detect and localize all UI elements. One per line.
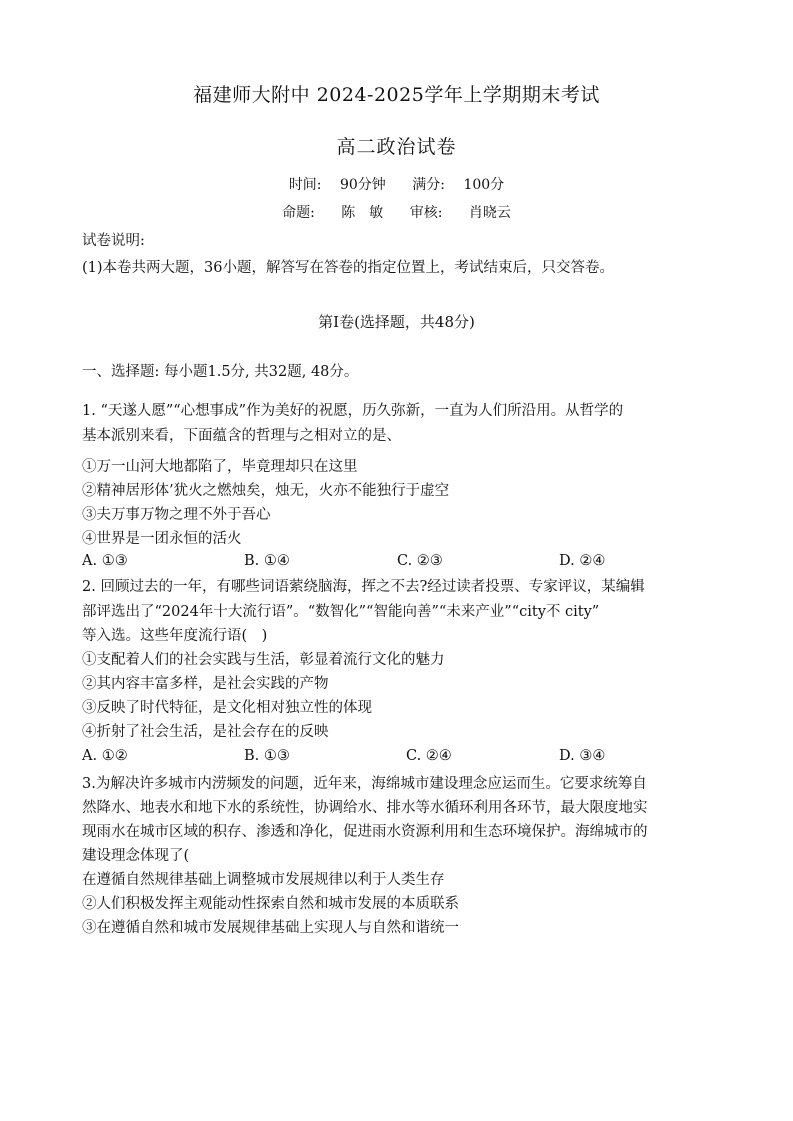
question-3-statement: ③在遵循自然和城市发展规律基础上实现人与自然和谐统一	[82, 920, 459, 936]
question-2-stem-line: 等入选。这些年度流行语( )	[82, 628, 268, 644]
question-1-stem-line: 1. “天遂人愿”“心想事成”作为美好的祝愿，历久弥新，一直为人们所沿用。从哲学的	[82, 403, 624, 419]
question-1-statement: ①万一山河大地都陷了，毕竟理却只在这里	[82, 459, 358, 475]
question-1-stem-line: 基本派别来看，下面蕴含的哲理与之相对立的是、	[82, 428, 401, 444]
question-2-statement: ④折射了社会生活，是社会存在的反映	[82, 724, 329, 740]
question-2-options	[82, 748, 722, 768]
exam-meta-time	[0, 174, 793, 194]
option-d[interactable]: D. ②④	[559, 553, 606, 569]
part-heading: 一、选择题: 每小题1.5分, 共32题, 48分。	[82, 364, 359, 380]
option-c[interactable]: C. ②④	[406, 748, 452, 764]
question-3-stem-line: 建设理念体现了(	[82, 848, 190, 864]
instructions-label: 试卷说明:	[82, 233, 145, 249]
question-3-stem-line: 3.为解决许多城市内涝频发的问题，近年来，海绵城市建设理念应运而生。它要求统筹自	[82, 776, 647, 792]
exam-subtitle: 高二政治试卷	[336, 136, 457, 158]
option-d[interactable]: D. ③④	[559, 748, 606, 764]
question-1-statement: ②精神居形体’犹火之燃烛矣，烛无，火亦不能独行于虚空	[82, 483, 450, 499]
question-2-stem-line: 2. 回顾过去的一年，有哪些词语萦绕脑海，挥之不去?经过读者投票、专家评议，某编辑	[82, 579, 645, 595]
option-a[interactable]: A. ①②	[82, 748, 128, 764]
reviewer-value: 肖晓云	[468, 205, 511, 221]
instructions-item: (1)本卷共两大题，36小题，解答写在答卷的指定位置上，考试结束后，只交答卷。	[82, 260, 614, 276]
question-2-statement: ①支配着人们的社会实践与生活，彰显着流行文化的魅力	[82, 652, 445, 668]
time-label: 时间:	[288, 177, 322, 193]
author-value: 陈 敏	[341, 205, 384, 221]
reviewer-label: 审核:	[409, 205, 443, 221]
option-c[interactable]: C. ②③	[397, 553, 443, 569]
author-label: 命题:	[282, 205, 315, 221]
question-2-statement: ②其内容丰富多样，是社会实践的产物	[82, 676, 329, 692]
question-2-statement: ③反映了时代特征，是文化相对独立性的体现	[82, 700, 372, 716]
question-3-statement: ②人们积极发挥主观能动性探索自然和城市发展的本质联系	[82, 896, 459, 912]
question-3-statement: 在遵循自然规律基础上调整城市发展规律以利于人类生存	[82, 872, 445, 888]
question-1-statement: ③夫万事万物之理不外于吾心	[82, 507, 271, 523]
section-title: 第Ⅰ卷(选择题，共48分)	[318, 313, 475, 331]
time-value: 90分钟	[339, 177, 386, 193]
option-b[interactable]: B. ①③	[244, 748, 290, 764]
option-a[interactable]: A. ①③	[82, 553, 128, 569]
question-1-options	[82, 553, 722, 573]
question-1-statement: ④世界是一团永恒的活火	[82, 531, 242, 547]
option-b[interactable]: B. ①④	[244, 553, 290, 569]
question-2-stem-line: 部评选出了“2024年十大流行语”。“数智化”“智能向善”“未来产业”“city不 city”	[82, 604, 600, 620]
score-value: 100分	[463, 177, 505, 193]
question-3-stem-line: 现雨水在城市区域的积存、渗透和净化，促进雨水资源利用和生态环境保护。海绵城市的	[82, 824, 648, 840]
score-label: 满分:	[412, 177, 445, 193]
question-3-stem-line: 然降水、地表水和地下水的系统性，协调给水、排水等水循环利用各环节，最大限度地实	[82, 800, 648, 816]
exam-title: 福建师大附中 2024-2025学年上学期期末考试	[193, 84, 600, 106]
exam-meta-authors	[0, 202, 793, 222]
